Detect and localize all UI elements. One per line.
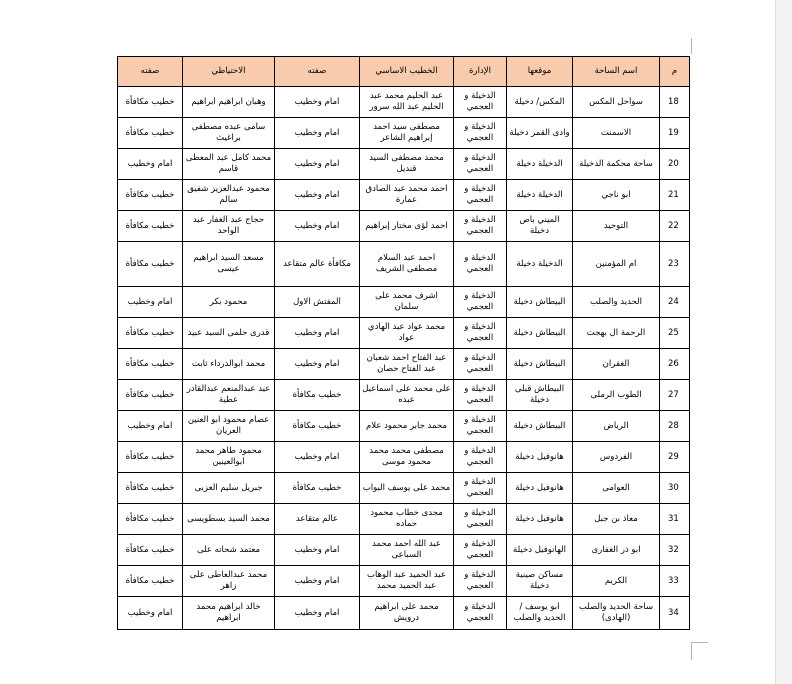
- table-header-row: [118, 57, 690, 87]
- cell-main-preacher: مصطفى محمد محمد محمود موسى: [360, 442, 454, 473]
- crop-mark-bottom-right-vertical: [691, 642, 692, 660]
- header-square-name: اسم الساحة: [573, 57, 660, 87]
- cell-reserve-preacher: محمد عبدالعاطى على زاهر: [183, 566, 275, 597]
- cell-main-title: خطيب مكافأة: [275, 473, 360, 504]
- cell-reserve-preacher: معتمد شحاته على: [183, 535, 275, 566]
- cell-reserve-title: خطيب مكافأة: [118, 473, 183, 504]
- cell-index: 24: [660, 287, 690, 318]
- cell-reserve-preacher: سامى عبده مصطفى براغيث: [183, 118, 275, 149]
- cell-square-name: الفردوس: [573, 442, 660, 473]
- cell-index: 28: [660, 411, 690, 442]
- table-row: [118, 566, 690, 597]
- cell-main-title: امام وخطيب: [275, 535, 360, 566]
- cell-main-preacher: احمد لؤى مختار إبراهيم: [360, 211, 454, 242]
- cell-reserve-title: خطيب مكافأة: [118, 442, 183, 473]
- table-row: [118, 180, 690, 211]
- crop-mark-bottom-right-horizontal: [691, 642, 708, 643]
- vertical-scrollbar-track[interactable]: [775, 0, 792, 684]
- cell-index: 25: [660, 318, 690, 349]
- cell-main-preacher: مصطفى سيد احمد إبراهيم الشاعر: [360, 118, 454, 149]
- cell-main-preacher: على محمد على اسماعيل عبده: [360, 380, 454, 411]
- cell-administration: الدخيلة و العجمي: [454, 87, 507, 118]
- cell-administration: الدخيلة و العجمي: [454, 597, 507, 630]
- table-row: [118, 411, 690, 442]
- cell-location: المكس/ دخيلة: [507, 87, 573, 118]
- cell-square-name: الطوب الرملى: [573, 380, 660, 411]
- cell-main-title: امام وخطيب: [275, 180, 360, 211]
- cell-main-preacher: عبد الحميد عبد الوهاب عبد الحميد محمد: [360, 566, 454, 597]
- cell-index: 22: [660, 211, 690, 242]
- cell-reserve-title: خطيب مكافأة: [118, 211, 183, 242]
- cell-location: الميني باص دخيلة: [507, 211, 573, 242]
- cell-main-title: المفتش الاول: [275, 287, 360, 318]
- cell-location: ابو يوسف /الحديد والصلب: [507, 597, 573, 630]
- cell-index: 19: [660, 118, 690, 149]
- cell-main-title: خطيب مكافأة: [275, 380, 360, 411]
- crop-mark-top-right: [691, 38, 692, 54]
- cell-index: 20: [660, 149, 690, 180]
- cell-reserve-preacher: محمود عبدالعزيز شفيق سالم: [183, 180, 275, 211]
- table-row: [118, 87, 690, 118]
- cell-administration: الدخيلة و العجمي: [454, 287, 507, 318]
- cell-reserve-title: خطيب مكافأة: [118, 87, 183, 118]
- cell-location: الدخيلة دخيلة: [507, 242, 573, 287]
- header-reserve-preacher: الاحتياطي: [183, 57, 275, 87]
- cell-reserve-title: خطيب مكافأة: [118, 318, 183, 349]
- cell-main-title: مكافأة عالم متقاعد: [275, 242, 360, 287]
- table-row: [118, 211, 690, 242]
- table-row: [118, 597, 690, 630]
- cell-reserve-preacher: محمود طاهر محمد ابوالعينين: [183, 442, 275, 473]
- cell-index: 33: [660, 566, 690, 597]
- cell-square-name: العوامى: [573, 473, 660, 504]
- cell-square-name: الاسمنت: [573, 118, 660, 149]
- cell-administration: الدخيلة و العجمي: [454, 473, 507, 504]
- cell-reserve-preacher: جبريل سليم العزبى: [183, 473, 275, 504]
- cell-reserve-preacher: حجاج عبد الغفار عبد الواحد: [183, 211, 275, 242]
- cell-main-title: امام وخطيب: [275, 566, 360, 597]
- cell-square-name: ساحة محكمة الدخيلة: [573, 149, 660, 180]
- cell-main-preacher: مجدى خطاب محمود حماده: [360, 504, 454, 535]
- cell-reserve-title: امام وخطيب: [118, 597, 183, 630]
- table-row: [118, 318, 690, 349]
- cell-administration: الدخيلة و العجمي: [454, 211, 507, 242]
- cell-main-preacher: عبد الله احمد محمد السباعى: [360, 535, 454, 566]
- cell-square-name: معاذ بن جبل: [573, 504, 660, 535]
- cell-square-name: ابو ذر الغفارى: [573, 535, 660, 566]
- cell-square-name: الرياض: [573, 411, 660, 442]
- cell-reserve-title: خطيب مكافأة: [118, 535, 183, 566]
- cell-index: 21: [660, 180, 690, 211]
- table-row: [118, 380, 690, 411]
- cell-location: البيطاش قبلى دخيلة: [507, 380, 573, 411]
- cell-administration: الدخيلة و العجمي: [454, 566, 507, 597]
- cell-administration: الدخيلة و العجمي: [454, 180, 507, 211]
- cell-location: الدخيلة دخيلة: [507, 149, 573, 180]
- cell-square-name: سواحل المكس: [573, 87, 660, 118]
- cell-administration: الدخيلة و العجمي: [454, 411, 507, 442]
- cell-reserve-preacher: وهبان ابراهيم ابراهيم: [183, 87, 275, 118]
- cell-main-preacher: عبد الحليم محمد عبد الحليم عبد الله سرور: [360, 87, 454, 118]
- cell-main-preacher: محمد على ابراهيم درويش: [360, 597, 454, 630]
- cell-location: البيطاش دخيلة: [507, 411, 573, 442]
- cell-main-preacher: محمد عواد عبد الهادي عواد: [360, 318, 454, 349]
- cell-main-preacher: احمد عبد السلام مصطفى الشريف: [360, 242, 454, 287]
- cell-location: هانوفيل دخيلة: [507, 504, 573, 535]
- cell-index: 32: [660, 535, 690, 566]
- table-row: [118, 149, 690, 180]
- cell-reserve-preacher: عيد عبدالمنعم عبدالقادر عطية: [183, 380, 275, 411]
- cell-square-name: ساحة الحديد والصلب (الهادى): [573, 597, 660, 630]
- cell-administration: الدخيلة و العجمي: [454, 318, 507, 349]
- cell-index: 31: [660, 504, 690, 535]
- cell-reserve-title: خطيب مكافأة: [118, 380, 183, 411]
- cell-reserve-title: امام وخطيب: [118, 411, 183, 442]
- cell-index: 34: [660, 597, 690, 630]
- cell-reserve-title: خطيب مكافأة: [118, 118, 183, 149]
- cell-location: البيطاش دخيلة: [507, 318, 573, 349]
- cell-main-title: امام وخطيب: [275, 211, 360, 242]
- cell-reserve-title: خطيب مكافأة: [118, 180, 183, 211]
- cell-administration: الدخيلة و العجمي: [454, 442, 507, 473]
- cell-location: هانوفيل دخيلة: [507, 473, 573, 504]
- table-row: [118, 442, 690, 473]
- cell-main-preacher: محمد جابر محمود علام: [360, 411, 454, 442]
- cell-reserve-title: خطيب مكافأة: [118, 349, 183, 380]
- cell-administration: الدخيلة و العجمي: [454, 380, 507, 411]
- cell-main-title: خطيب مكافأة: [275, 411, 360, 442]
- cell-administration: الدخيلة و العجمي: [454, 242, 507, 287]
- header-index: م: [660, 57, 690, 87]
- cell-reserve-preacher: قدرى حلمى السيد عبيد: [183, 318, 275, 349]
- cell-reserve-preacher: عصام محمود ابو العنين العريان: [183, 411, 275, 442]
- header-reserve-title: صفته: [118, 57, 183, 87]
- table-row: [118, 118, 690, 149]
- header-administration: الإدارة: [454, 57, 507, 87]
- cell-index: 30: [660, 473, 690, 504]
- cell-reserve-preacher: محمد ابوالدرداء ثابت: [183, 349, 275, 380]
- cell-index: 23: [660, 242, 690, 287]
- table-row: [118, 349, 690, 380]
- cell-main-title: عالم متقاعد: [275, 504, 360, 535]
- cell-main-title: امام وخطيب: [275, 597, 360, 630]
- table-row: [118, 242, 690, 287]
- cell-reserve-title: خطيب مكافأة: [118, 242, 183, 287]
- cell-main-preacher: احمد محمد عبد الصادق عمارة: [360, 180, 454, 211]
- cell-main-preacher: عبد الفتاح احمد شعبان عبد الفتاح حصان: [360, 349, 454, 380]
- table-row: [118, 287, 690, 318]
- cell-index: 26: [660, 349, 690, 380]
- cell-reserve-preacher: محمد السيد بسطويسى: [183, 504, 275, 535]
- cell-location: الدخيلة دخيلة: [507, 180, 573, 211]
- cell-square-name: الغفران: [573, 349, 660, 380]
- preachers-table: [117, 56, 690, 630]
- table-row: [118, 535, 690, 566]
- cell-location: مساكن صينية دخيلة: [507, 566, 573, 597]
- cell-main-preacher: محمد على يوسف البواب: [360, 473, 454, 504]
- header-location: موقعها: [507, 57, 573, 87]
- cell-main-title: امام وخطيب: [275, 87, 360, 118]
- cell-main-title: امام وخطيب: [275, 318, 360, 349]
- cell-reserve-title: خطيب مكافأة: [118, 566, 183, 597]
- cell-reserve-preacher: محمود بكر: [183, 287, 275, 318]
- cell-administration: الدخيلة و العجمي: [454, 149, 507, 180]
- cell-square-name: ام المؤمنين: [573, 242, 660, 287]
- header-main-preacher: الخطيب الاساسي: [360, 57, 454, 87]
- cell-main-title: امام وخطيب: [275, 349, 360, 380]
- cell-location: البيطاش دخيلة: [507, 349, 573, 380]
- cell-reserve-preacher: خالد ابراهيم محمد ابراهيم: [183, 597, 275, 630]
- cell-index: 29: [660, 442, 690, 473]
- cell-administration: الدخيلة و العجمي: [454, 118, 507, 149]
- cell-administration: الدخيلة و العجمي: [454, 349, 507, 380]
- cell-square-name: ابو ناجي: [573, 180, 660, 211]
- table-body: [118, 87, 690, 630]
- cell-square-name: الرحمة ال بهجت: [573, 318, 660, 349]
- cell-main-title: امام وخطيب: [275, 442, 360, 473]
- cell-square-name: الكريم: [573, 566, 660, 597]
- table-row: [118, 473, 690, 504]
- cell-location: وادى القمر دخيلة: [507, 118, 573, 149]
- header-main-title: صفته: [275, 57, 360, 87]
- cell-square-name: التوحيد: [573, 211, 660, 242]
- cell-administration: الدخيلة و العجمي: [454, 535, 507, 566]
- cell-reserve-title: خطيب مكافأة: [118, 504, 183, 535]
- cell-reserve-title: امام وخطيب: [118, 287, 183, 318]
- cell-square-name: الحديد والصلب: [573, 287, 660, 318]
- table-row: [118, 504, 690, 535]
- cell-index: 18: [660, 87, 690, 118]
- cell-location: البيطاش دخيلة: [507, 287, 573, 318]
- cell-location: هانوفيل دخيلة: [507, 442, 573, 473]
- cell-main-preacher: محمد مصطفى السيد قنديل: [360, 149, 454, 180]
- cell-main-preacher: اشرف محمد على سلمان: [360, 287, 454, 318]
- cell-reserve-title: امام وخطيب: [118, 149, 183, 180]
- cell-reserve-preacher: محمد كامل عبد المعطى قاسم: [183, 149, 275, 180]
- cell-administration: الدخيلة و العجمي: [454, 504, 507, 535]
- cell-reserve-preacher: مسعد السيد ابراهيم عيسى: [183, 242, 275, 287]
- cell-main-title: امام وخطيب: [275, 149, 360, 180]
- cell-location: الهانوفيل دخيلة: [507, 535, 573, 566]
- cell-main-title: امام وخطيب: [275, 118, 360, 149]
- cell-index: 27: [660, 380, 690, 411]
